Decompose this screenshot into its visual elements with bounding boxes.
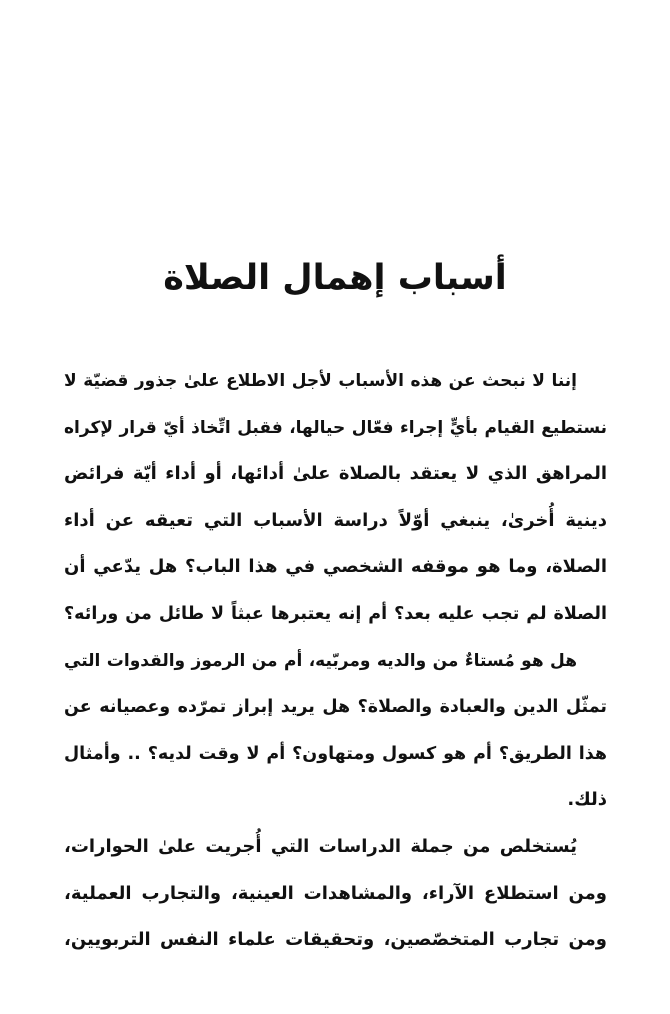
- text-line: المراهق الذي لا يعتقد بالصلاة علىٰ أدائها، أو أداء أيّة فرائض: [64, 463, 607, 485]
- body-text: [64, 358, 607, 964]
- text-line: ومن تجارب المتخصّصين، وتحقيقات علماء النفس التربويين،: [64, 929, 607, 951]
- text-line: ومن استطلاع الآراء، والمشاهدات العينية، والتجارب العملية،: [64, 882, 607, 904]
- paragraph-3: [64, 824, 607, 964]
- text-line: الصلاة لم تجب عليه بعد؟ أم إنه يعتبرها عبثاً لا طائل من ورائه؟: [64, 603, 607, 624]
- text-line: تمثّل الدين والعبادة والصلاة؟ هل يريد إبراز تمرّده وعصيانه عن: [64, 697, 607, 718]
- text-line: ذلك.: [567, 789, 607, 811]
- paragraph-1: [64, 358, 607, 638]
- chapter-title: أسباب إهمال الصلاة: [163, 258, 507, 298]
- paragraph-2: [64, 638, 607, 824]
- text-line: الصلاة، وما هو موقفه الشخصي في هذا الباب؟ هل يدّعي أن: [64, 556, 607, 578]
- text-line: يُستخلص من جملة الدراسات التي أُجريت علىٰ الحوارات،: [64, 835, 577, 857]
- text-line: هل هو مُستاءٌ من والديه ومربّيه، أم من الرموز والقدوات التي: [64, 650, 577, 671]
- text-line: نستطيع القيام بأيٍّ إجراء فعّال حيالها، فقبل اتِّخاذ أيّ قرار لإكراه: [64, 417, 607, 438]
- text-line: هذا الطريق؟ أم هو كسول ومتهاون؟ أم لا وقت لديه؟ .. وأمثال: [64, 743, 607, 764]
- text-line: إننا لا نبحث عن هذه الأسباب لأجل الاطلاع علىٰ جذور قضيّة لا: [64, 371, 577, 391]
- text-line: دينية أُخرىٰ، ينبغي أوّلاً دراسة الأسباب التي تعيقه عن أداء: [64, 509, 607, 531]
